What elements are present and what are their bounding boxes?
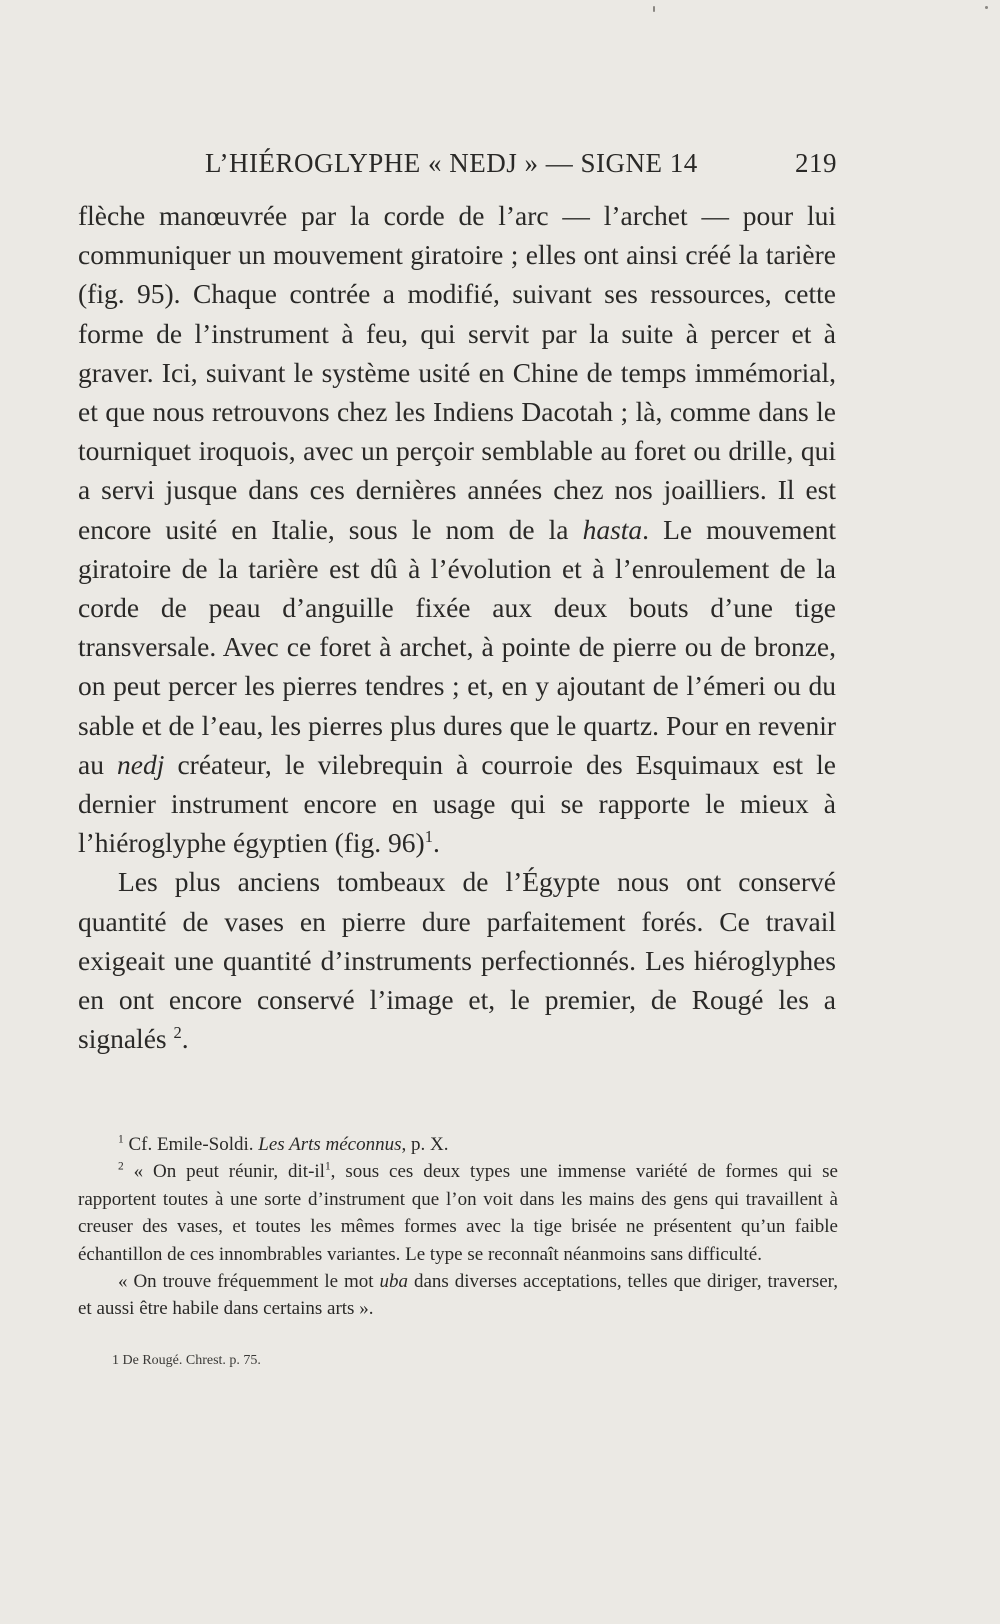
footnote-ref-1: 1 [424,827,433,847]
footnote-1-title: Les Arts méconnus [258,1134,402,1155]
footnote-1-text-a: Cf. Emile-Soldi. [123,1134,259,1155]
footnote-2-text-b: , sous ces deux types une immense variété de formes qui se rapportent toutes à une sorte d’instrument que l’on voit dans les mains des gens qui travaillent à creuser des vases, et toutes les mêmes formes avec la tige brisée ne présentent qu’un faible échantillon de ces innombrables variantes. Le type se reconnaît néanmoins sans difficulté. [78,1161,838,1265]
footnote-2-cont-text-a: « On trouve fréquemment le mot [118,1271,380,1293]
footnote-1-mark: 1 [118,1133,124,1146]
footnote-2-text-a: « On peut réunir, dit-il [123,1161,325,1183]
sub-footnote: 1 De Rougé. Chrest. p. 75. [112,1353,261,1368]
italic-term-hasta: hasta [582,513,643,545]
footnotes [78,1131,838,1323]
header-title: L’HIÉROGLYPHE « NEDJ » — SIGNE 14 [205,148,698,178]
footnote-2-mark: 2 [118,1161,124,1174]
paragraph-2-text: Les plus anciens tombeaux de l’Égypte nous ont conservé quantité de vases en pierre dure parfaitement forés. Ce travail exigeait une quantité d’instruments perfectionnés. Les hiéroglyphes en ont encore conservé l’image et, le premier, de Rougé les a signalés [78,866,836,1055]
paragraph-2-end: . [181,1023,189,1055]
paper-speck [985,6,988,9]
paragraph-1-text-a: flèche manœuvrée par la corde de l’arc — l’archet — pour lui communiquer un mouvement giratoire ; elles ont ainsi créé la tarière (fig. 95). Chaque contrée a modifié, suivant ses ressources, cette forme de l’instrument à feu, qui servit par la suite à percer et à graver. Ici, suivant le système usité en Chine de temps immémorial, et que nous retrouvons chez les Indiens Dacotah ; là, comme dans le tourniquet iroquois, avec un perçoir semblable au foret ou drille, qui a servi jusque dans ces dernières années chez nos joailliers. Il est encore usité en Italie, sous le nom de la [78,200,836,545]
paragraph-1-end: . [432,827,440,859]
footnote-2-inner-ref: 1 [324,1161,331,1174]
paper-speck [653,6,655,12]
italic-term-nedj: nedj [117,748,165,780]
page-number: 219 [795,148,837,178]
footnote-2 [78,1158,838,1268]
italic-term-uba: uba [379,1271,409,1293]
footnote-2-continued [78,1268,838,1323]
main-text [78,196,836,1058]
footnote-1 [78,1131,838,1158]
footnote-ref-2: 2 [173,1023,182,1043]
running-header [205,148,837,188]
paragraph-2 [78,862,836,1058]
paragraph-1-text-b: . Le mouvement giratoire de la tarière est dû à l’évolution et à l’enroulement de la corde de peau d’anguille fixée aux deux bouts d’une tige transversale. Avec ce foret à archet, à pointe de pierre ou de bronze, on peut percer les pierres tendres ; et, en y ajoutant de l’émeri ou du sable et de l’eau, les pierres plus dures que le quartz. Pour en revenir au [78,513,836,780]
footnote-2-cont-text-b: dans diverses acceptations, telles que diriger, traverser, et aussi être habile dans certains arts ». [78,1271,838,1320]
paragraph-1 [78,196,836,862]
paragraph-1-text-c: créateur, le vilebrequin à courroie des Esquimaux est le dernier instrument encore en usage qui se rapporte le mieux à l’hiéroglyphe égyptien (fig. 96) [78,748,836,859]
footnote-1-text-b: , p. X. [401,1134,449,1155]
